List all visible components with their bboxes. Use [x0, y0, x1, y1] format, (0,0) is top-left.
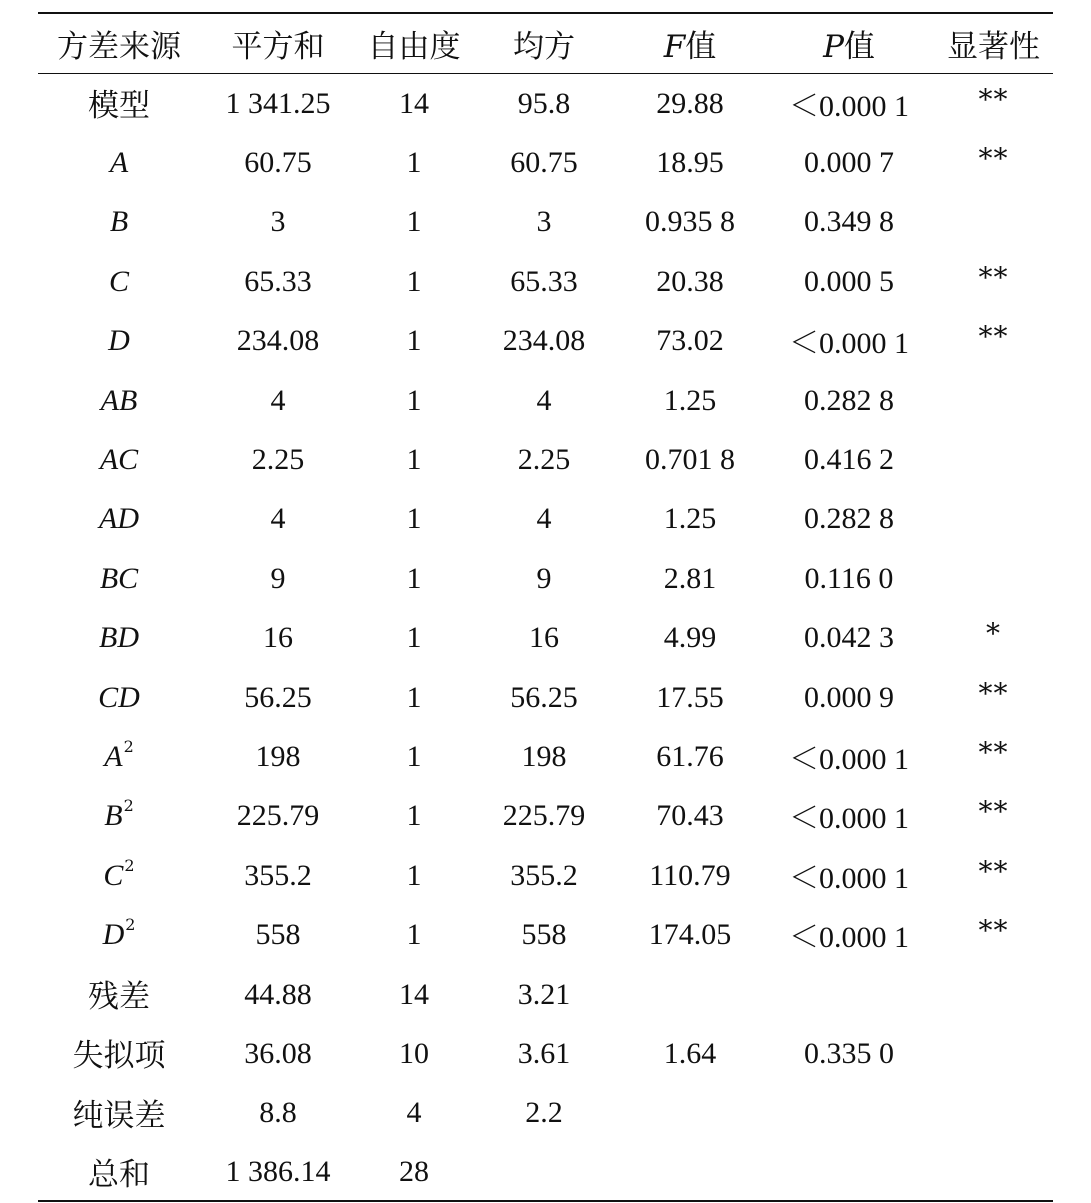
table-row	[38, 1023, 1053, 1082]
table-row	[38, 251, 1053, 310]
cell-significance	[934, 726, 1053, 785]
cell-sum-of-squares	[200, 904, 356, 963]
cell-mean-square	[472, 1142, 616, 1201]
cell-f-value	[616, 964, 764, 1023]
cell-p-value-text: 0.116 0	[804, 561, 894, 595]
cell-p-value	[764, 73, 934, 132]
cell-degrees-of-freedom	[356, 192, 472, 251]
anova-table-container	[38, 12, 1053, 1202]
cell-degrees-of-freedom	[356, 1142, 472, 1201]
cell-sum-of-squares	[200, 251, 356, 310]
header-sum-of-squares: 平方和	[200, 13, 356, 73]
cell-source	[38, 370, 200, 429]
cell-degrees-of-freedom-text: 1	[406, 739, 422, 773]
source-exponent: 2	[123, 736, 134, 756]
cell-sum-of-squares	[200, 964, 356, 1023]
cell-degrees-of-freedom-text: 1	[406, 858, 422, 892]
cell-f-value	[616, 251, 764, 310]
cell-significance	[934, 845, 1053, 904]
cell-degrees-of-freedom	[356, 73, 472, 132]
source-label: 残差	[88, 979, 150, 1016]
cell-mean-square	[472, 964, 616, 1023]
cell-f-value	[616, 904, 764, 963]
cell-sum-of-squares	[200, 1142, 356, 1201]
cell-mean-square-text: 558	[521, 918, 567, 952]
cell-p-value-text: 0.000 9	[804, 680, 894, 714]
cell-degrees-of-freedom	[356, 726, 472, 785]
cell-degrees-of-freedom-text: 28	[399, 1155, 429, 1189]
header-f-value	[616, 13, 764, 73]
header-source: 方差来源	[38, 13, 200, 73]
source-label: BD	[99, 621, 139, 655]
cell-p-value	[764, 132, 934, 191]
cell-mean-square-text: 65.33	[510, 264, 578, 298]
cell-degrees-of-freedom	[356, 1023, 472, 1082]
cell-source	[38, 964, 200, 1023]
cell-degrees-of-freedom-text: 1	[406, 918, 422, 952]
source-label: 纯误差	[72, 1097, 166, 1134]
header-p-value	[764, 13, 934, 73]
cell-significance	[934, 132, 1053, 191]
cell-p-value-text: 0.000 5	[804, 264, 894, 298]
table-row	[38, 73, 1053, 132]
cell-mean-square-text: 4	[536, 383, 552, 417]
cell-source	[38, 251, 200, 310]
table-row	[38, 786, 1053, 845]
cell-f-value	[616, 608, 764, 667]
cell-source	[38, 132, 200, 191]
cell-sum-of-squares	[200, 489, 356, 548]
cell-mean-square	[472, 904, 616, 963]
cell-p-value	[764, 1083, 934, 1142]
table-row	[38, 429, 1053, 488]
cell-degrees-of-freedom-text: 14	[399, 977, 429, 1011]
cell-degrees-of-freedom	[356, 845, 472, 904]
header-f-suffix: 值	[685, 28, 717, 65]
cell-mean-square	[472, 429, 616, 488]
source-label: B	[109, 205, 129, 239]
cell-f-value-text: 110.79	[649, 858, 731, 892]
cell-p-value	[764, 489, 934, 548]
cell-sum-of-squares-text: 355.2	[244, 858, 312, 892]
cell-mean-square	[472, 608, 616, 667]
cell-significance	[934, 192, 1053, 251]
table-row	[38, 964, 1053, 1023]
cell-mean-square	[472, 311, 616, 370]
cell-degrees-of-freedom-text: 1	[406, 324, 422, 358]
cell-degrees-of-freedom-text: 1	[406, 561, 422, 595]
source-exponent: 2	[124, 855, 135, 875]
cell-sum-of-squares	[200, 429, 356, 488]
cell-significance-text: **	[978, 676, 1009, 710]
cell-significance	[934, 608, 1053, 667]
source-exponent: 2	[125, 915, 136, 935]
cell-significance	[934, 904, 1053, 963]
cell-significance-text: **	[978, 142, 1009, 176]
cell-sum-of-squares	[200, 845, 356, 904]
cell-source	[38, 548, 200, 607]
source-label: AB	[100, 383, 138, 417]
cell-mean-square	[472, 845, 616, 904]
cell-source	[38, 429, 200, 488]
cell-degrees-of-freedom	[356, 964, 472, 1023]
cell-degrees-of-freedom-text: 1	[406, 799, 422, 833]
cell-significance	[934, 1142, 1053, 1201]
cell-significance	[934, 786, 1053, 845]
cell-sum-of-squares	[200, 726, 356, 785]
cell-sum-of-squares-text: 16	[263, 621, 293, 655]
cell-significance	[934, 667, 1053, 726]
cell-degrees-of-freedom	[356, 311, 472, 370]
cell-degrees-of-freedom	[356, 429, 472, 488]
cell-f-value-text: 0.935 8	[645, 205, 735, 239]
table-row	[38, 608, 1053, 667]
cell-mean-square	[472, 667, 616, 726]
cell-f-value-text: 17.55	[656, 680, 724, 714]
header-degrees-of-freedom: 自由度	[356, 13, 472, 73]
header-mean-square: 均方	[472, 13, 616, 73]
cell-significance	[934, 1023, 1053, 1082]
cell-p-value-text: ＜0.000 1	[789, 742, 909, 776]
cell-mean-square-text: 60.75	[510, 146, 578, 180]
table-row	[38, 489, 1053, 548]
cell-f-value	[616, 429, 764, 488]
cell-p-value-text: 0.416 2	[804, 443, 894, 477]
cell-sum-of-squares-text: 558	[255, 918, 301, 952]
cell-significance-text: **	[978, 795, 1009, 829]
cell-sum-of-squares-text: 1 386.14	[225, 1155, 331, 1189]
cell-sum-of-squares-text: 2.25	[251, 443, 305, 477]
cell-degrees-of-freedom-text: 1	[406, 502, 422, 536]
cell-f-value	[616, 548, 764, 607]
cell-sum-of-squares-text: 65.33	[244, 264, 312, 298]
header-p-suffix: 值	[843, 28, 875, 65]
cell-mean-square	[472, 548, 616, 607]
header-significance: 显著性	[934, 13, 1053, 73]
table-row	[38, 667, 1053, 726]
cell-significance-text: **	[978, 320, 1009, 354]
cell-sum-of-squares-text: 234.08	[236, 324, 320, 358]
cell-degrees-of-freedom	[356, 608, 472, 667]
cell-f-value	[616, 1083, 764, 1142]
cell-sum-of-squares	[200, 1083, 356, 1142]
cell-mean-square	[472, 251, 616, 310]
cell-degrees-of-freedom-text: 1	[406, 443, 422, 477]
cell-f-value	[616, 192, 764, 251]
cell-significance	[934, 1083, 1053, 1142]
cell-f-value	[616, 489, 764, 548]
cell-mean-square-text: 2.2	[525, 1096, 563, 1130]
cell-p-value-text: ＜0.000 1	[789, 861, 909, 895]
cell-f-value	[616, 311, 764, 370]
cell-degrees-of-freedom	[356, 667, 472, 726]
source-label: BC	[99, 561, 139, 595]
cell-sum-of-squares	[200, 786, 356, 845]
cell-significance	[934, 489, 1053, 548]
cell-f-value	[616, 667, 764, 726]
cell-sum-of-squares	[200, 73, 356, 132]
cell-source	[38, 667, 200, 726]
cell-sum-of-squares	[200, 132, 356, 191]
cell-mean-square-text: 355.2	[510, 858, 578, 892]
cell-p-value-text: 0.282 8	[804, 383, 894, 417]
cell-mean-square	[472, 73, 616, 132]
source-label: D	[108, 324, 130, 358]
table-row	[38, 845, 1053, 904]
cell-f-value-text: 1.64	[663, 1036, 717, 1070]
cell-degrees-of-freedom	[356, 370, 472, 429]
cell-p-value-text: 0.282 8	[804, 502, 894, 536]
cell-mean-square	[472, 1023, 616, 1082]
cell-p-value	[764, 726, 934, 785]
cell-sum-of-squares-text: 1 341.25	[225, 86, 331, 120]
cell-mean-square-text: 234.08	[502, 324, 586, 358]
cell-p-value-text: 0.000 7	[804, 146, 894, 180]
cell-mean-square-text: 56.25	[510, 680, 578, 714]
cell-degrees-of-freedom-text: 1	[406, 146, 422, 180]
cell-significance-text: **	[978, 260, 1009, 294]
source-label: A	[109, 146, 129, 180]
cell-source	[38, 1083, 200, 1142]
cell-degrees-of-freedom-text: 1	[406, 383, 422, 417]
cell-sum-of-squares-text: 225.79	[236, 799, 320, 833]
cell-significance	[934, 73, 1053, 132]
cell-p-value-text: ＜0.000 1	[789, 802, 909, 836]
table-row	[38, 192, 1053, 251]
cell-f-value	[616, 1142, 764, 1201]
source-label: C	[103, 858, 124, 892]
cell-degrees-of-freedom	[356, 251, 472, 310]
cell-f-value	[616, 73, 764, 132]
cell-mean-square-text: 95.8	[517, 86, 571, 120]
cell-p-value	[764, 429, 934, 488]
cell-degrees-of-freedom	[356, 489, 472, 548]
cell-sum-of-squares-text: 44.88	[244, 977, 312, 1011]
table-row	[38, 311, 1053, 370]
cell-p-value	[764, 192, 934, 251]
cell-sum-of-squares	[200, 370, 356, 429]
anova-table	[38, 12, 1053, 1202]
cell-p-value	[764, 1023, 934, 1082]
cell-mean-square-text: 16	[529, 621, 559, 655]
cell-source	[38, 73, 200, 132]
table-row	[38, 904, 1053, 963]
source-label: AD	[99, 502, 139, 536]
table-row	[38, 132, 1053, 191]
cell-sum-of-squares	[200, 548, 356, 607]
cell-mean-square-text: 225.79	[502, 799, 586, 833]
cell-source	[38, 1023, 200, 1082]
cell-p-value	[764, 786, 934, 845]
cell-source	[38, 1142, 200, 1201]
cell-f-value	[616, 132, 764, 191]
cell-p-value	[764, 667, 934, 726]
source-label: C	[108, 264, 129, 298]
cell-f-value	[616, 726, 764, 785]
cell-source	[38, 904, 200, 963]
cell-sum-of-squares	[200, 667, 356, 726]
source-label: 模型	[88, 88, 150, 125]
cell-p-value-text: 0.335 0	[804, 1036, 894, 1070]
cell-sum-of-squares-text: 198	[255, 739, 301, 773]
cell-sum-of-squares-text: 4	[270, 502, 286, 536]
cell-degrees-of-freedom	[356, 548, 472, 607]
header-f-letter: F	[663, 28, 686, 65]
cell-source	[38, 726, 200, 785]
source-label: CD	[98, 680, 140, 714]
source-label: AC	[99, 443, 139, 477]
cell-mean-square-text: 3.21	[517, 977, 571, 1011]
cell-p-value	[764, 370, 934, 429]
cell-f-value-text: 1.25	[663, 383, 717, 417]
cell-sum-of-squares-text: 56.25	[244, 680, 312, 714]
cell-mean-square	[472, 726, 616, 785]
cell-degrees-of-freedom-text: 1	[406, 205, 422, 239]
cell-sum-of-squares-text: 4	[270, 383, 286, 417]
table-row	[38, 1142, 1053, 1201]
cell-f-value	[616, 370, 764, 429]
source-label: D	[102, 918, 125, 952]
cell-sum-of-squares	[200, 311, 356, 370]
header-p-letter: P	[823, 28, 844, 65]
table-header	[38, 13, 1053, 73]
cell-sum-of-squares-text: 9	[270, 561, 286, 595]
cell-significance	[934, 370, 1053, 429]
cell-sum-of-squares	[200, 192, 356, 251]
cell-degrees-of-freedom	[356, 904, 472, 963]
cell-significance-text: **	[978, 854, 1009, 888]
table-row	[38, 548, 1053, 607]
cell-mean-square-text: 2.25	[517, 443, 571, 477]
cell-p-value	[764, 1142, 934, 1201]
cell-source	[38, 608, 200, 667]
cell-source	[38, 311, 200, 370]
cell-sum-of-squares-text: 60.75	[244, 146, 312, 180]
cell-mean-square-text: 198	[521, 739, 567, 773]
cell-significance	[934, 548, 1053, 607]
cell-f-value-text: 174.05	[648, 918, 732, 952]
cell-p-value	[764, 845, 934, 904]
cell-degrees-of-freedom-text: 1	[406, 264, 422, 298]
cell-f-value	[616, 786, 764, 845]
source-label: B	[104, 799, 123, 833]
cell-p-value-text: 0.349 8	[804, 205, 894, 239]
cell-sum-of-squares	[200, 1023, 356, 1082]
cell-p-value-text: ＜0.000 1	[789, 89, 909, 123]
cell-f-value-text: 18.95	[656, 146, 724, 180]
cell-mean-square	[472, 1083, 616, 1142]
cell-degrees-of-freedom-text: 4	[406, 1096, 422, 1130]
cell-sum-of-squares-text: 36.08	[244, 1036, 312, 1070]
cell-mean-square	[472, 370, 616, 429]
source-label: 失拟项	[72, 1038, 166, 1075]
cell-mean-square-text: 4	[536, 502, 552, 536]
cell-significance	[934, 251, 1053, 310]
cell-mean-square-text: 3	[536, 205, 552, 239]
cell-degrees-of-freedom	[356, 1083, 472, 1142]
cell-mean-square-text: 9	[536, 561, 552, 595]
cell-p-value	[764, 904, 934, 963]
cell-f-value-text: 2.81	[663, 561, 717, 595]
cell-f-value-text: 4.99	[663, 621, 717, 655]
cell-significance	[934, 311, 1053, 370]
cell-mean-square	[472, 489, 616, 548]
cell-source	[38, 845, 200, 904]
cell-p-value	[764, 964, 934, 1023]
cell-f-value-text: 20.38	[656, 264, 724, 298]
cell-significance	[934, 429, 1053, 488]
cell-source	[38, 192, 200, 251]
cell-degrees-of-freedom-text: 14	[399, 86, 429, 120]
source-label: A	[104, 739, 123, 773]
cell-p-value-text: 0.042 3	[804, 621, 894, 655]
cell-p-value	[764, 251, 934, 310]
cell-source	[38, 786, 200, 845]
cell-f-value	[616, 1023, 764, 1082]
cell-significance	[934, 964, 1053, 1023]
table-row	[38, 1083, 1053, 1142]
source-label: 总和	[88, 1156, 150, 1193]
cell-sum-of-squares	[200, 608, 356, 667]
cell-p-value-text: ＜0.000 1	[789, 327, 909, 361]
table-row	[38, 370, 1053, 429]
cell-mean-square	[472, 786, 616, 845]
cell-source	[38, 489, 200, 548]
cell-f-value-text: 1.25	[663, 502, 717, 536]
cell-mean-square	[472, 132, 616, 191]
source-exponent: 2	[123, 796, 134, 816]
cell-degrees-of-freedom	[356, 786, 472, 845]
cell-degrees-of-freedom	[356, 132, 472, 191]
table-body	[38, 73, 1053, 1201]
cell-p-value	[764, 608, 934, 667]
header-row	[38, 13, 1053, 73]
cell-sum-of-squares-text: 8.8	[259, 1096, 297, 1130]
cell-sum-of-squares-text: 3	[270, 205, 286, 239]
cell-f-value	[616, 845, 764, 904]
cell-f-value-text: 29.88	[656, 86, 724, 120]
cell-significance-text: **	[978, 735, 1009, 769]
table-row	[38, 726, 1053, 785]
cell-p-value	[764, 311, 934, 370]
cell-significance-text: **	[978, 914, 1009, 948]
cell-significance-text: *	[986, 617, 1001, 651]
cell-p-value	[764, 548, 934, 607]
cell-significance-text: **	[978, 82, 1009, 116]
cell-f-value-text: 61.76	[656, 739, 724, 773]
cell-mean-square	[472, 192, 616, 251]
cell-f-value-text: 0.701 8	[645, 443, 735, 477]
cell-f-value-text: 70.43	[656, 799, 724, 833]
cell-degrees-of-freedom-text: 1	[406, 621, 422, 655]
cell-degrees-of-freedom-text: 1	[406, 680, 422, 714]
cell-degrees-of-freedom-text: 10	[399, 1036, 429, 1070]
cell-mean-square-text: 3.61	[517, 1036, 571, 1070]
cell-f-value-text: 73.02	[656, 324, 724, 358]
cell-p-value-text: ＜0.000 1	[789, 921, 909, 955]
